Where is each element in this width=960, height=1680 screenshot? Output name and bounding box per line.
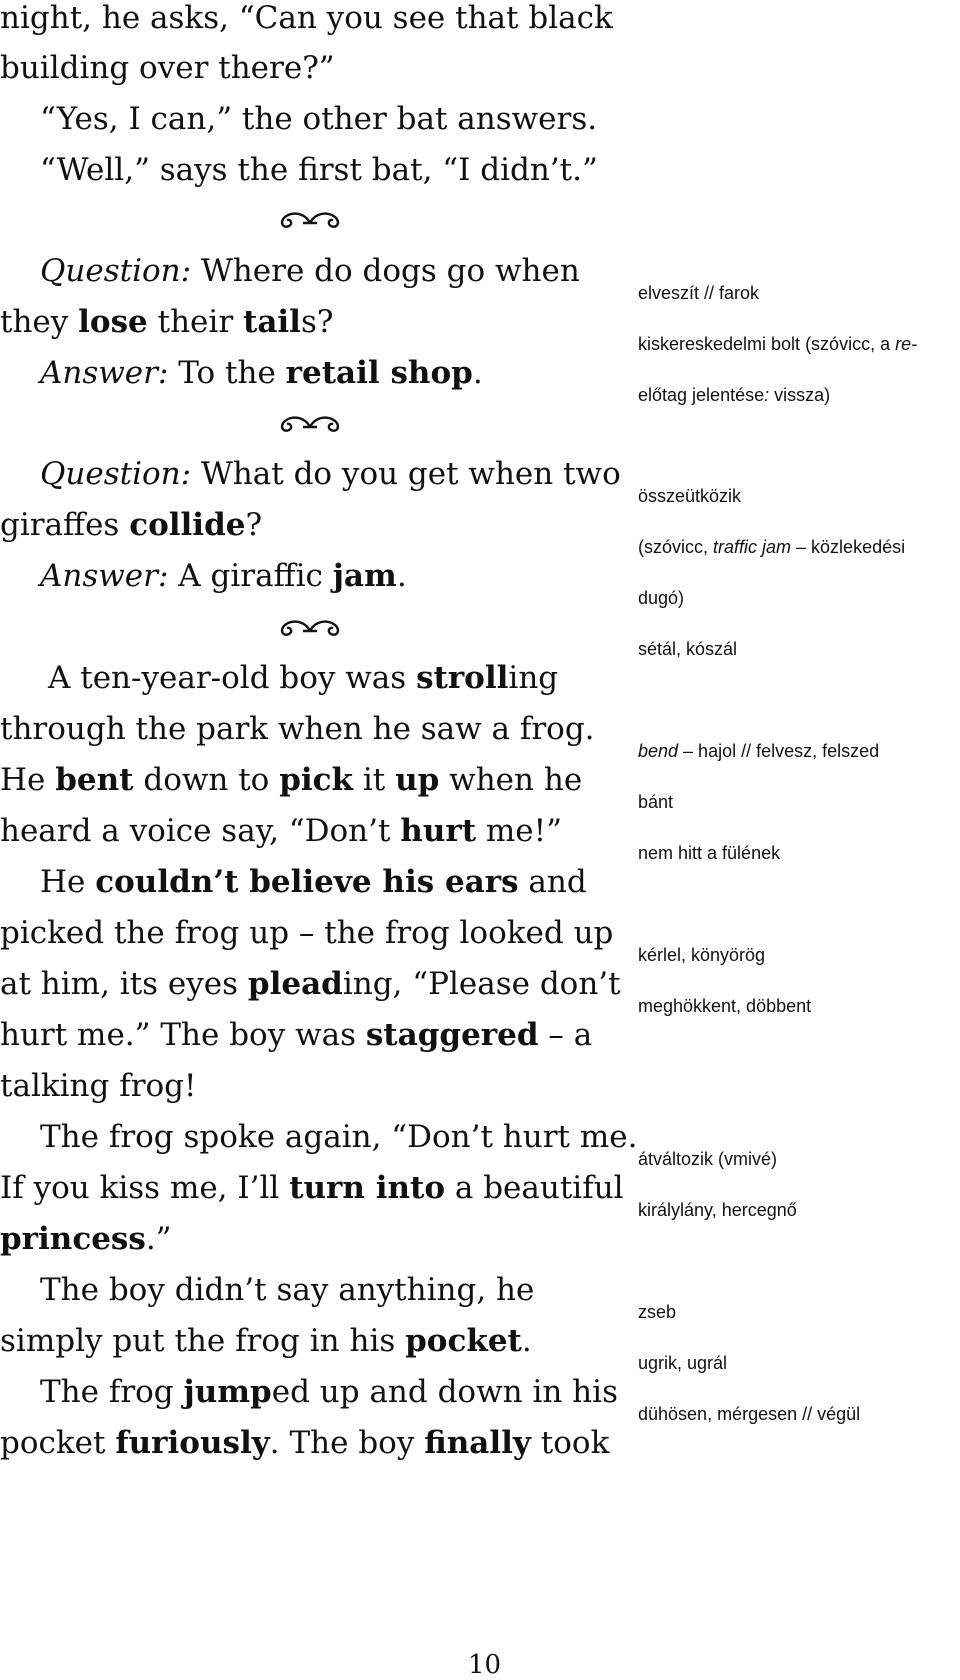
body-line: they lose their tails? (0, 304, 334, 340)
body-line: picked the frog up – the frog looked up (0, 915, 614, 951)
body-line: He couldn’t believe his ears and (40, 864, 587, 900)
body-line: If you kiss me, I’ll turn into a beautiful (0, 1170, 624, 1206)
body-line: He bent down to pick it up when he (0, 762, 583, 798)
gloss-line: (szóvicc, traffic jam – közlekedési (638, 537, 906, 557)
body-line: simply put the frog in his pocket. (0, 1323, 532, 1359)
gloss-line: királylány, hercegnő (638, 1200, 797, 1220)
gloss-line: dühösen, mérgesen // végül (638, 1404, 861, 1424)
body-line: “Well,” says the first bat, “I didn’t.” (40, 152, 598, 188)
body-line: Question: Where do dogs go when (40, 253, 580, 289)
body-line: through the park when he saw a frog. (0, 711, 595, 747)
body-line: building over there?” (0, 50, 335, 86)
gloss-line: kérlel, könyörög (638, 945, 766, 965)
body-line: giraffes collide? (0, 507, 263, 543)
gloss-line: bend – hajol // felvesz, felszed (638, 741, 880, 761)
gloss-line: kiskereskedelmi bolt (szóvicc, a re- (638, 334, 918, 354)
body-line: talking frog! (0, 1068, 197, 1104)
gloss-line: átváltozik (vmivé) (638, 1149, 778, 1169)
body-line: pocket furiously. The boy finally took (0, 1425, 610, 1461)
body-line: at him, its eyes pleading, “Please don’t (0, 966, 621, 1002)
gloss-line: összeütközik (638, 486, 742, 506)
gloss-line: ugrik, ugrál (638, 1353, 728, 1373)
body-line: Answer: To the retail shop. (40, 355, 483, 391)
body-line: heard a voice say, “Don’t hurt me!” (0, 813, 562, 849)
page-number: 10 (468, 1650, 502, 1680)
gloss-line: elveszít // farok (638, 283, 760, 303)
body-line: Answer: A giraffic jam. (40, 558, 407, 594)
body-line: The frog spoke again, “Don’t hurt me. (40, 1119, 638, 1155)
fleuron-divider-icon (275, 413, 345, 437)
body-line: The frog jumped up and down in his (40, 1374, 618, 1410)
fleuron-divider-icon (275, 209, 345, 233)
body-line: A ten-year-old boy was strolling (48, 660, 559, 696)
body-line: night, he asks, “Can you see that black (0, 0, 613, 36)
body-line: The boy didn’t say anything, he (40, 1272, 535, 1308)
gloss-line: előtag jelentése: vissza) (638, 385, 831, 405)
body-line: “Yes, I can,” the other bat answers. (40, 101, 598, 137)
body-line: hurt me.” The boy was staggered – a (0, 1017, 593, 1053)
gloss-line: sétál, kószál (638, 639, 738, 659)
gloss-line: bánt (638, 792, 674, 812)
gloss-line: dugó) (638, 588, 685, 608)
body-line: princess.” (0, 1221, 172, 1257)
gloss-line: nem hitt a fülének (638, 843, 781, 863)
body-line: Question: What do you get when two (40, 456, 621, 492)
fleuron-divider-icon (275, 617, 345, 641)
gloss-line: zseb (638, 1302, 677, 1322)
gloss-line: meghökkent, döbbent (638, 996, 812, 1016)
